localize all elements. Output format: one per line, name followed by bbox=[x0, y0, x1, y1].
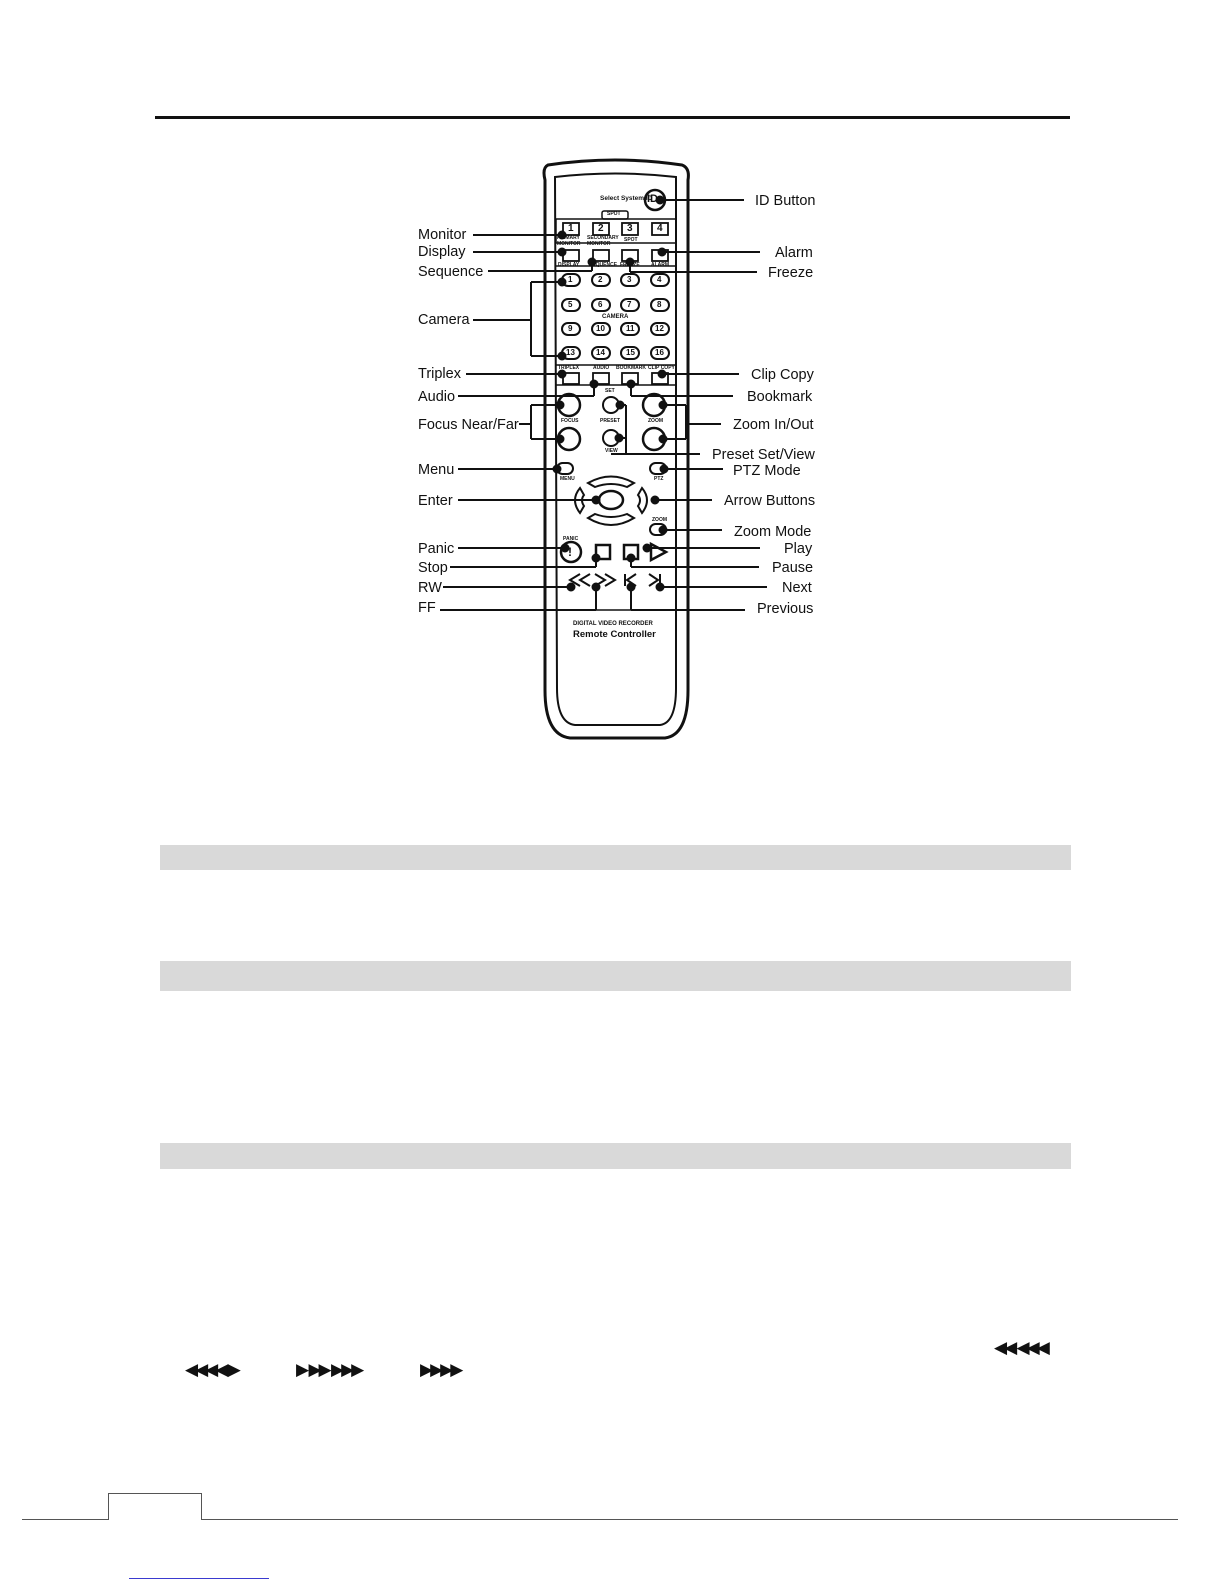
callout-ptz: PTZ Mode bbox=[733, 463, 801, 479]
panic-caption: PANIC bbox=[563, 536, 579, 542]
audio-caption: AUDIO bbox=[593, 365, 610, 371]
camera-key-16[interactable]: 16 bbox=[655, 348, 664, 357]
id-key[interactable]: ID bbox=[647, 193, 658, 205]
camera-key-1[interactable]: 1 bbox=[568, 275, 573, 284]
ptz-caption: PTZ bbox=[654, 476, 664, 482]
callout-enter: Enter bbox=[418, 493, 453, 509]
monitor-key-3[interactable]: 3 bbox=[627, 223, 633, 234]
callout-play: Play bbox=[784, 541, 813, 557]
triplex-caption: TRIPLEX bbox=[558, 365, 580, 371]
view-caption: VIEW bbox=[605, 448, 618, 454]
display-caption: DISPLAY bbox=[558, 262, 580, 268]
callout-clip-copy: Clip Copy bbox=[751, 367, 814, 383]
callout-panic: Panic bbox=[418, 541, 455, 557]
callout-camera: Camera bbox=[418, 312, 470, 328]
callout-zoom-mode: Zoom Mode bbox=[734, 524, 812, 540]
primary-monitor-caption: PRIMARY MONITOR bbox=[557, 235, 581, 247]
monitor-key-1[interactable]: 1 bbox=[568, 223, 574, 234]
zoom-mode-caption: ZOOM bbox=[652, 517, 667, 523]
section-header-bar-3 bbox=[160, 1143, 1071, 1169]
callout-arrows: Arrow Buttons bbox=[724, 493, 816, 509]
camera-key-5[interactable]: 5 bbox=[568, 300, 573, 309]
callout-menu: Menu bbox=[418, 462, 455, 478]
callout-previous: Previous bbox=[757, 601, 814, 617]
remote-footer-line2: Remote Controller bbox=[573, 629, 656, 640]
camera-key-11[interactable]: 11 bbox=[626, 324, 635, 333]
menu-caption: MENU bbox=[560, 476, 575, 482]
camera-key-14[interactable]: 14 bbox=[596, 348, 605, 357]
callout-monitor: Monitor bbox=[418, 227, 467, 243]
camera-key-9[interactable]: 9 bbox=[568, 324, 573, 333]
camera-key-6[interactable]: 6 bbox=[598, 300, 603, 309]
clip-copy-caption: CLIP COPY bbox=[648, 365, 675, 371]
callout-alarm: Alarm bbox=[775, 245, 813, 261]
freeze-caption: FREEZE bbox=[620, 262, 640, 268]
camera-key-13[interactable]: 13 bbox=[566, 348, 575, 357]
camera-key-15[interactable]: 15 bbox=[626, 348, 635, 357]
bookmark-caption: BOOKMARK bbox=[616, 365, 646, 371]
camera-key-3[interactable]: 3 bbox=[627, 275, 632, 284]
alarm-caption: ALARM bbox=[651, 262, 670, 268]
callout-next: Next bbox=[782, 580, 812, 596]
rw-speed-symbols-a: ◀◀ ◀◀◀ bbox=[994, 1338, 1047, 1358]
spot-tab: SPOT bbox=[607, 211, 621, 217]
set-caption: SET bbox=[605, 388, 615, 394]
ff-max-speed-symbol: ▶▶▶▶ bbox=[420, 1360, 461, 1380]
callout-bookmark: Bookmark bbox=[747, 389, 813, 405]
camera-key-8[interactable]: 8 bbox=[657, 300, 662, 309]
preset-caption: PRESET bbox=[600, 418, 621, 424]
remote-control-diagram bbox=[0, 0, 1225, 760]
footer-link-underline[interactable] bbox=[129, 1578, 269, 1579]
camera-key-4[interactable]: 4 bbox=[657, 275, 662, 284]
remote-footer-line1: DIGITAL VIDEO RECORDER bbox=[573, 621, 653, 627]
monitor-key-4[interactable]: 4 bbox=[657, 223, 663, 234]
callout-audio: Audio bbox=[418, 389, 456, 405]
callout-pause: Pause bbox=[772, 560, 814, 576]
callout-focus: Focus Near/Far bbox=[418, 417, 519, 433]
section-header-bar-1 bbox=[160, 845, 1071, 870]
callout-id-button: ID Button bbox=[755, 193, 816, 209]
camera-key-10[interactable]: 10 bbox=[596, 324, 605, 333]
camera-key-12[interactable]: 12 bbox=[655, 324, 664, 333]
focus-caption: FOCUS bbox=[561, 418, 579, 424]
callout-ff: FF bbox=[418, 600, 436, 616]
rw-speed-symbols-b: ◀◀◀◀ ▶ bbox=[185, 1360, 238, 1380]
camera-key-2[interactable]: 2 bbox=[598, 275, 603, 284]
camera-key-7[interactable]: 7 bbox=[627, 300, 632, 309]
monitor-key-2[interactable]: 2 bbox=[598, 223, 604, 234]
section-header-bar-2 bbox=[160, 961, 1071, 991]
callout-stop: Stop bbox=[418, 560, 448, 576]
zoom-caption: ZOOM bbox=[648, 418, 663, 424]
callout-preset: Preset Set/View bbox=[712, 447, 815, 463]
panic-key[interactable]: ! bbox=[568, 545, 572, 559]
select-system-id-text: Select System ID bbox=[600, 195, 653, 202]
secondary-monitor-caption: SECONDARY MONITOR bbox=[587, 235, 619, 247]
camera-caption: CAMERA bbox=[602, 314, 629, 320]
callout-display: Display bbox=[418, 244, 466, 260]
callout-zoom: Zoom In/Out bbox=[733, 417, 814, 433]
callout-sequence: Sequence bbox=[418, 264, 484, 280]
callout-rw: RW bbox=[418, 580, 442, 596]
callout-freeze: Freeze bbox=[768, 265, 814, 281]
sequence-caption: SEQUENCE bbox=[589, 262, 618, 268]
page-number-tab bbox=[108, 1493, 202, 1520]
spot-caption: SPOT bbox=[624, 237, 638, 243]
callout-triplex: Triplex bbox=[418, 366, 461, 382]
ff-speed-symbols: ▶ ▶▶ ▶▶▶ bbox=[296, 1360, 362, 1380]
